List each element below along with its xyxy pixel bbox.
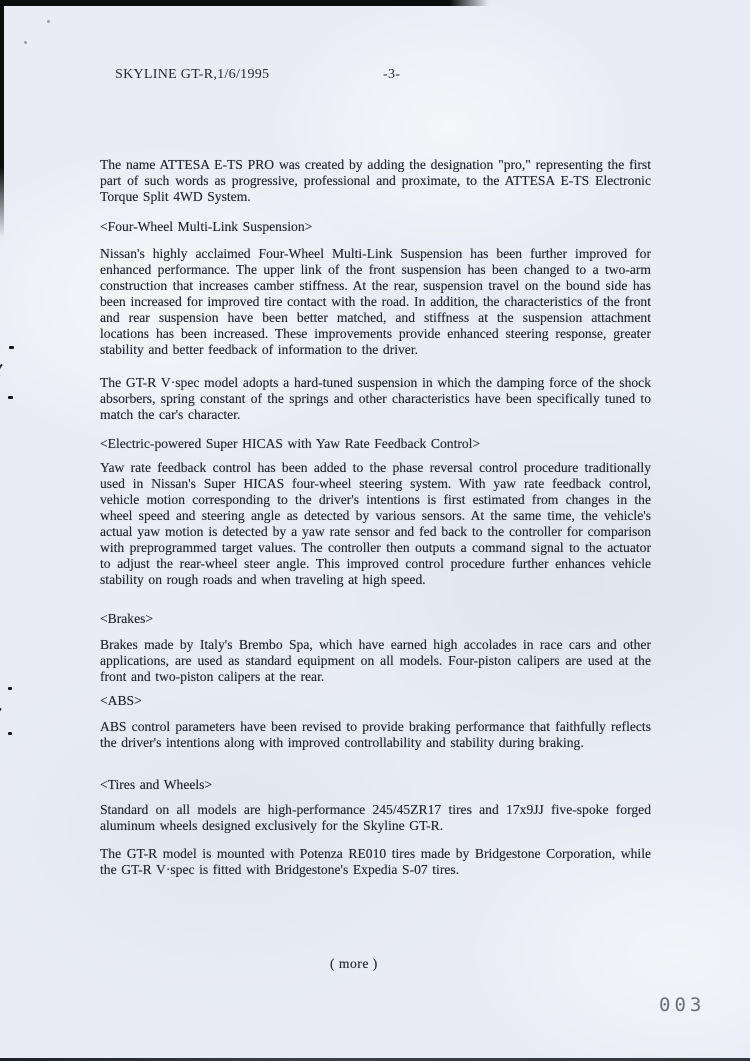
page-number: -3-: [383, 67, 401, 82]
scan-mark-hook: [0, 364, 10, 379]
more-indicator: ( more ): [330, 956, 378, 971]
section-heading-hicas: <Electric-powered Super HICAS with Yaw Rate Feedback Control>: [100, 436, 481, 451]
scan-speck: [8, 396, 13, 399]
section-heading-suspension: <Four-Wheel Multi-Link Suspension>: [100, 219, 313, 234]
paragraph-attesa: The name ATTESA E-TS PRO was created by adding the designation "pro," representing the first part of such words as progressive, professional and proximate, to the ATTESA E-TS Electronic Torque Split 4WD System.: [100, 157, 651, 204]
paragraph-suspension: Nissan's highly acclaimed Four-Wheel Multi-Link Suspension has been further improved for enhanced performance. The upper link of the front suspension has been changed to a two-arm construction that increases camber stiffness. At the rear, suspension travel on the bound side has been increased for improved tire contact with the road. In addition, the characteristics of the front and rear suspension have been better matched, and stiffness at the suspension attachment locations has been increased. These improvements provide enhanced steering response, greater stability and better feedback of information to the driver.: [100, 246, 651, 357]
section-heading-tires: <Tires and Wheels>: [100, 777, 213, 792]
scan-speck: [9, 346, 14, 349]
section-heading-abs: <ABS>: [100, 693, 142, 708]
section-heading-brakes: <Brakes>: [100, 611, 154, 626]
paragraph-tires-standard: Standard on all models are high-performance 245/45ZR17 tires and 17x9JJ five-spoke forged aluminum wheels designed exclusively for the Skyline GT-R.: [100, 802, 651, 833]
scan-edge-top: [0, 0, 489, 6]
document-title: SKYLINE GT-R,1/6/1995: [115, 67, 270, 82]
scan-speck: [8, 687, 12, 690]
scan-speck: [24, 41, 27, 44]
paragraph-yaw-rate: Yaw rate feedback control has been added to the phase reversal control procedure traditionally used in Nissan's Super HICAS four-wheel steering system. With yaw rate feedback control, vehicle motion corresponding to the driver's intentions is first estimated from changes in the wheel speed and steering angle as detected by various sensors. At the same time, the vehicle's actual yaw motion is detected by a yaw rate sensor and fed back to the controller for comparison with preprogrammed target values. The controller then outputs a command signal to the actuator to adjust the rear-wheel steer angle. This improved control procedure further enhances vehicle stability on rough roads and when traveling at high speed.: [100, 460, 651, 587]
paragraph-vspec-suspension: The GT-R V·spec model adopts a hard-tuned suspension in which the damping force of the shock absorbers, spring constant of the springs and other characteristics have been specifically tuned to match the car's character.: [100, 375, 651, 422]
paragraph-abs: ABS control parameters have been revised to provide braking performance that faithfully reflects the driver's intentions along with improved controllability and stability during braking.: [100, 719, 651, 750]
scan-speck: [8, 732, 12, 735]
scan-speck: [47, 20, 50, 23]
scan-edge-left: [0, 0, 4, 238]
page-stamp-number: 003: [659, 994, 706, 1016]
paragraph-brakes: Brakes made by Italy's Brembo Spa, which have earned high accolades in race cars and other applications, are used as standard equipment on all models. Four-piston calipers are used at the front and two-piston calipers at the rear.: [100, 637, 651, 684]
scan-mark-hook: [0, 708, 9, 723]
paragraph-tires-bridgestone: The GT-R model is mounted with Potenza RE010 tires made by Bridgestone Corporation, while the GT-R V·spec is fitted with Bridgestone's Expedia S-07 tires.: [100, 846, 651, 877]
